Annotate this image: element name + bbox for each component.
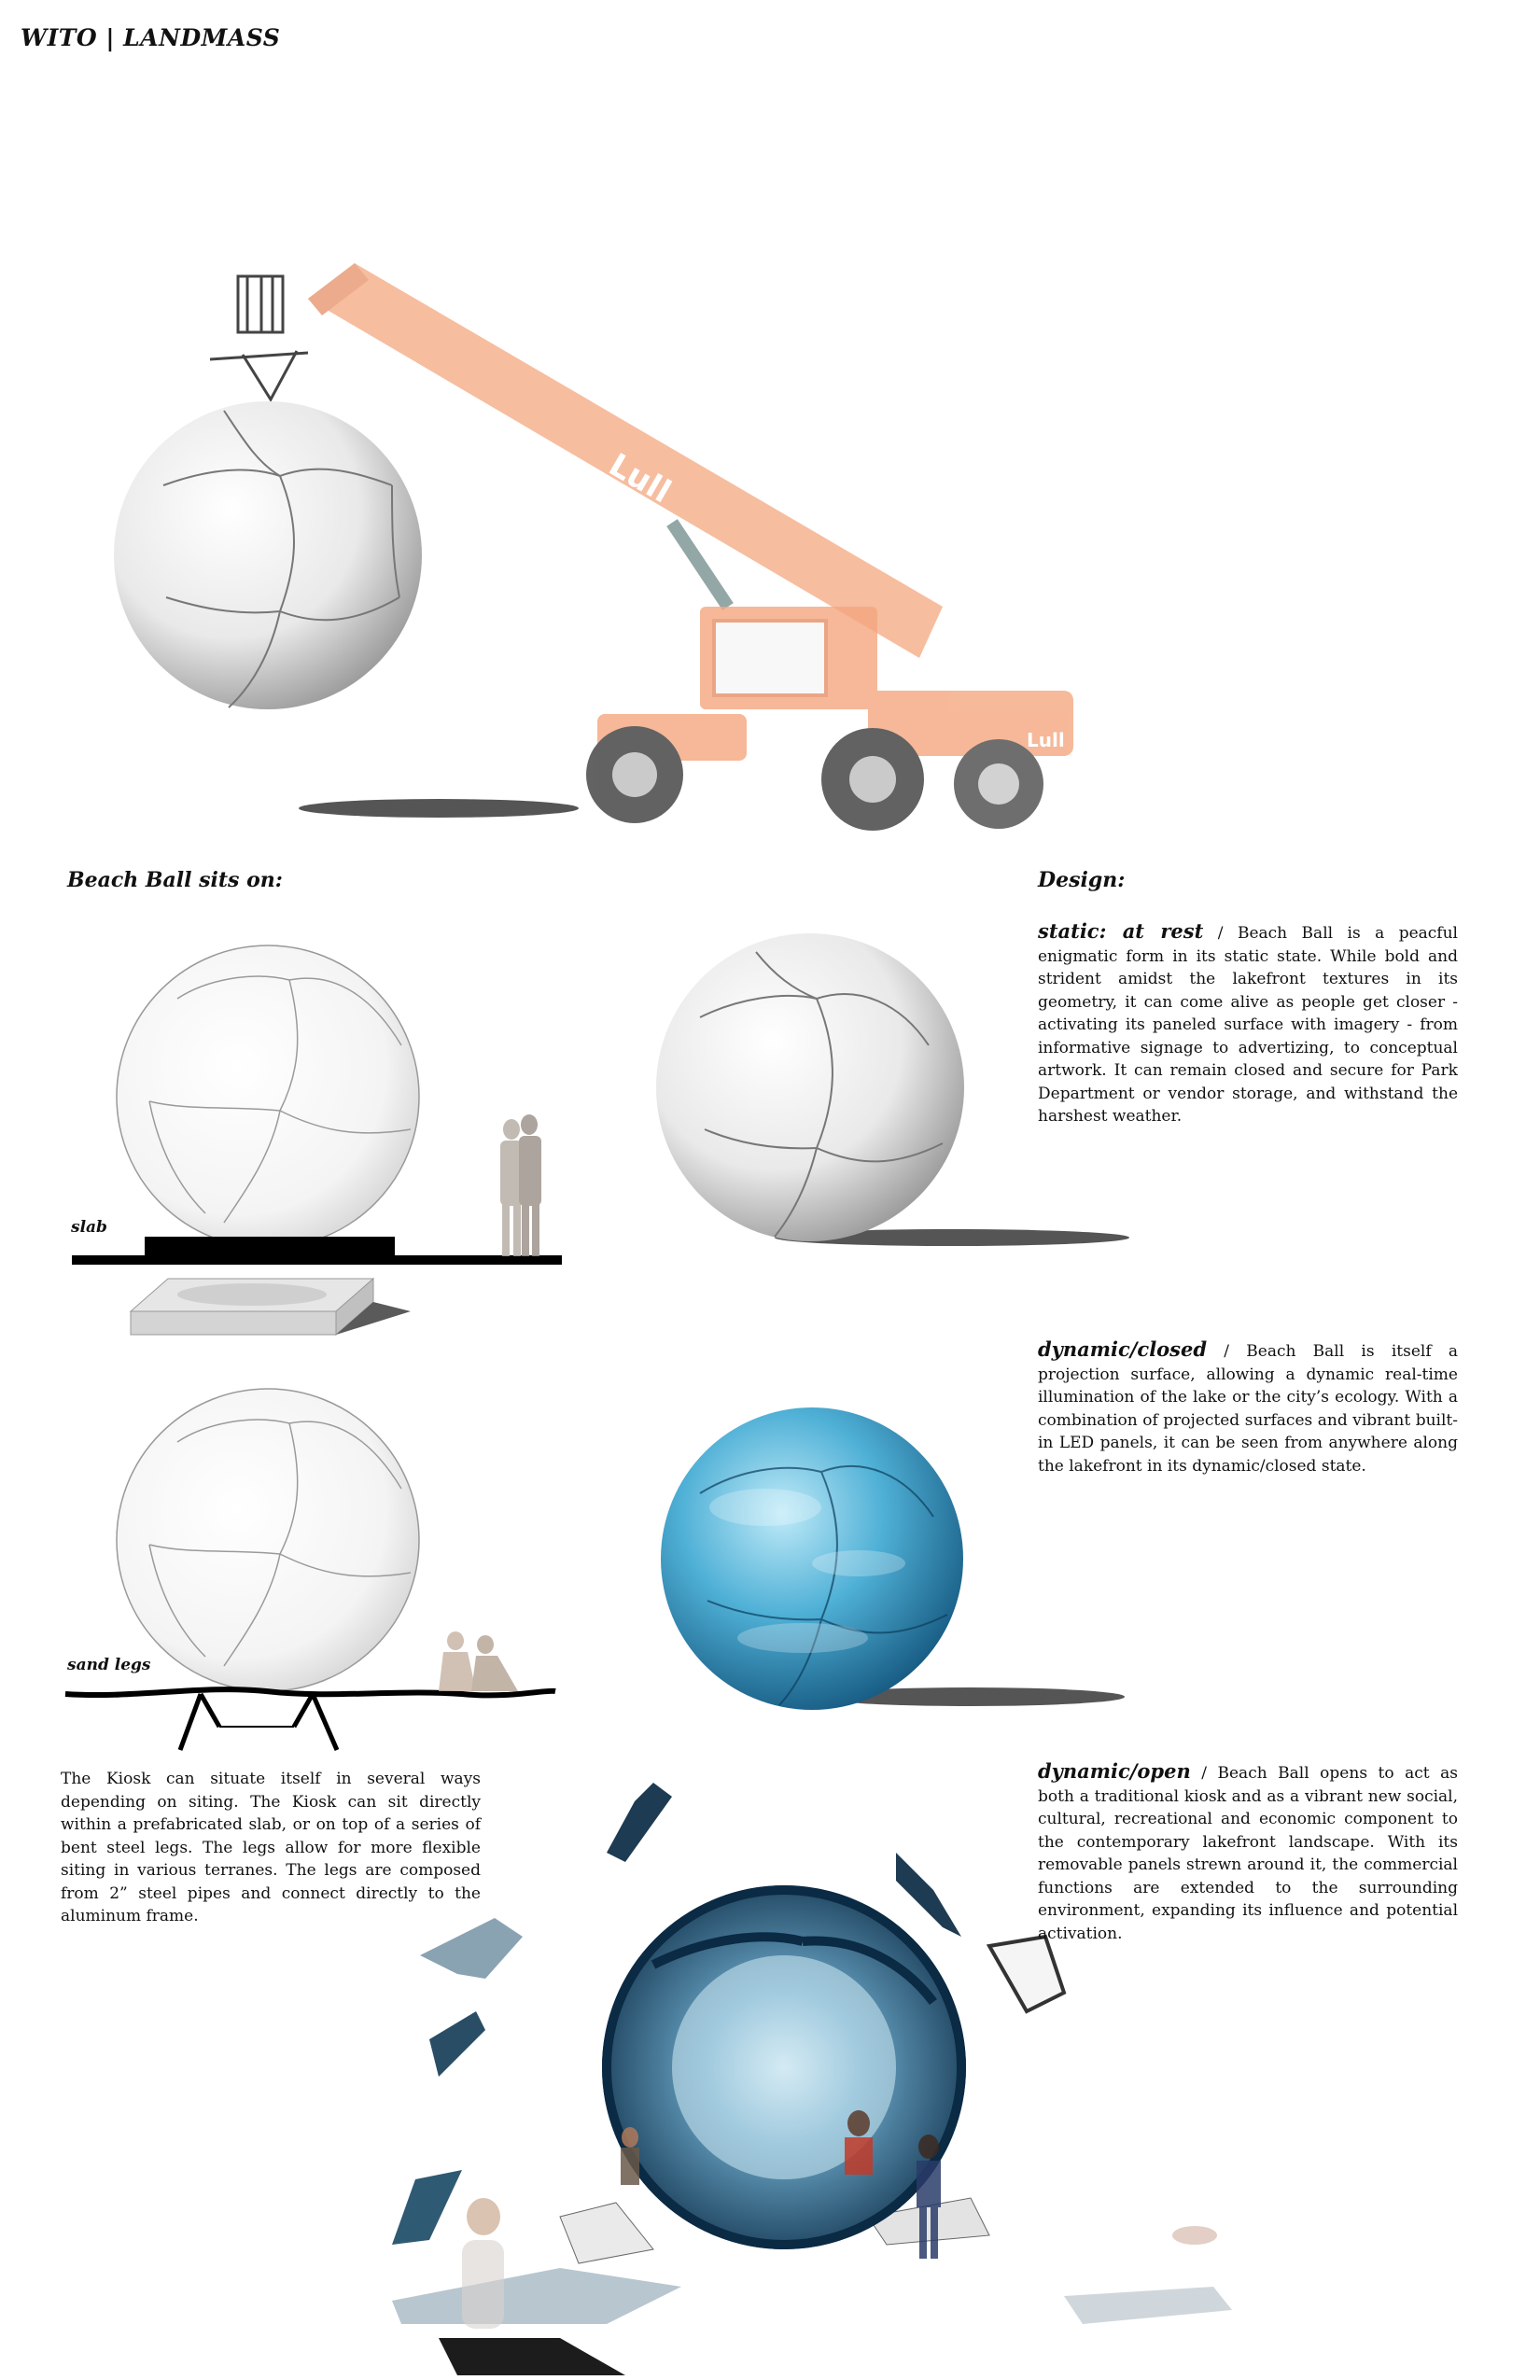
sand-legs-label: sand legs — [67, 1656, 151, 1674]
ball-shadow — [299, 799, 579, 818]
slab-base — [145, 1237, 395, 1257]
standing-couple — [500, 1114, 541, 1256]
section-body-dynamic-closed: Beach Ball is itself a projection surface, allowing a dynamic real-time illumination of the lake or the city’s ecology. With a combination of projected surfaces and vibrant built-in LED panels, it can be seen from anywhere along the lakefront in its dynamic/closed state. — [1038, 1342, 1458, 1476]
ground-line — [72, 1255, 562, 1265]
section-title-dynamic-open: dynamic/open — [1038, 1759, 1191, 1783]
section-separator: / — [1203, 924, 1238, 943]
design-section-dynamic-closed — [1038, 1338, 1458, 1477]
slab-ball-illustration — [65, 943, 569, 1335]
steel-legs — [180, 1694, 337, 1750]
design-section-dynamic-open — [1038, 1760, 1458, 1945]
design-heading: Design: — [1038, 868, 1126, 892]
section-separator: / — [1190, 1764, 1218, 1783]
section-title-static: static: at rest — [1038, 919, 1204, 943]
lifted-beach-ball — [114, 401, 422, 709]
lift-basket — [210, 276, 308, 399]
brand-rear-text: Lull — [1027, 729, 1065, 751]
prefabricated-slab — [131, 1279, 411, 1335]
telehandler-illustration — [0, 0, 1540, 859]
brand-lull-text: Lull — [602, 446, 678, 511]
section-body-static: Beach Ball is a peacful enigmatic form in its static state. While bold and strident amidst the lakefront textures in its geometry, it can come alive as people get closer - activating its paneled surface with imagery - from informative signage to advertizing, to conceptual artwork. It can remain closed and secure for Park Department or vendor storage, and withstand the harshest weather. — [1038, 924, 1458, 1126]
section-body-dynamic-open: Beach Ball opens to act as both a traditional kiosk and as a vibrant new social, cultural, recreational and economic component to the contemporary lakefront landscape. With its removable panels strewn around it, the commercial functions are extended to the surrounding environment, expanding its influence and potential activation. — [1038, 1764, 1458, 1943]
design-section-static — [1038, 920, 1458, 1128]
telehandler-vehicle — [586, 607, 1073, 831]
sitting-people — [439, 1631, 518, 1691]
section-separator: / — [1207, 1342, 1247, 1361]
kiosk-description: The Kiosk can situate itself in several ways depending on siting. The Kiosk can sit directly within a prefabricated slab, or on top of a series of bent steel legs. The legs allow for more flexible siting in various terranes. The legs are composed from 2” steel pipes and connect directly to the aluminum frame. — [61, 1770, 481, 1925]
section-title-dynamic-closed: dynamic/closed — [1038, 1337, 1208, 1361]
sand-legs-ball-illustration — [61, 1391, 583, 1764]
left-heading: Beach Ball sits on: — [67, 868, 283, 892]
page-title: WITO | LANDMASS — [21, 24, 281, 51]
slab-label: slab — [71, 1218, 107, 1237]
